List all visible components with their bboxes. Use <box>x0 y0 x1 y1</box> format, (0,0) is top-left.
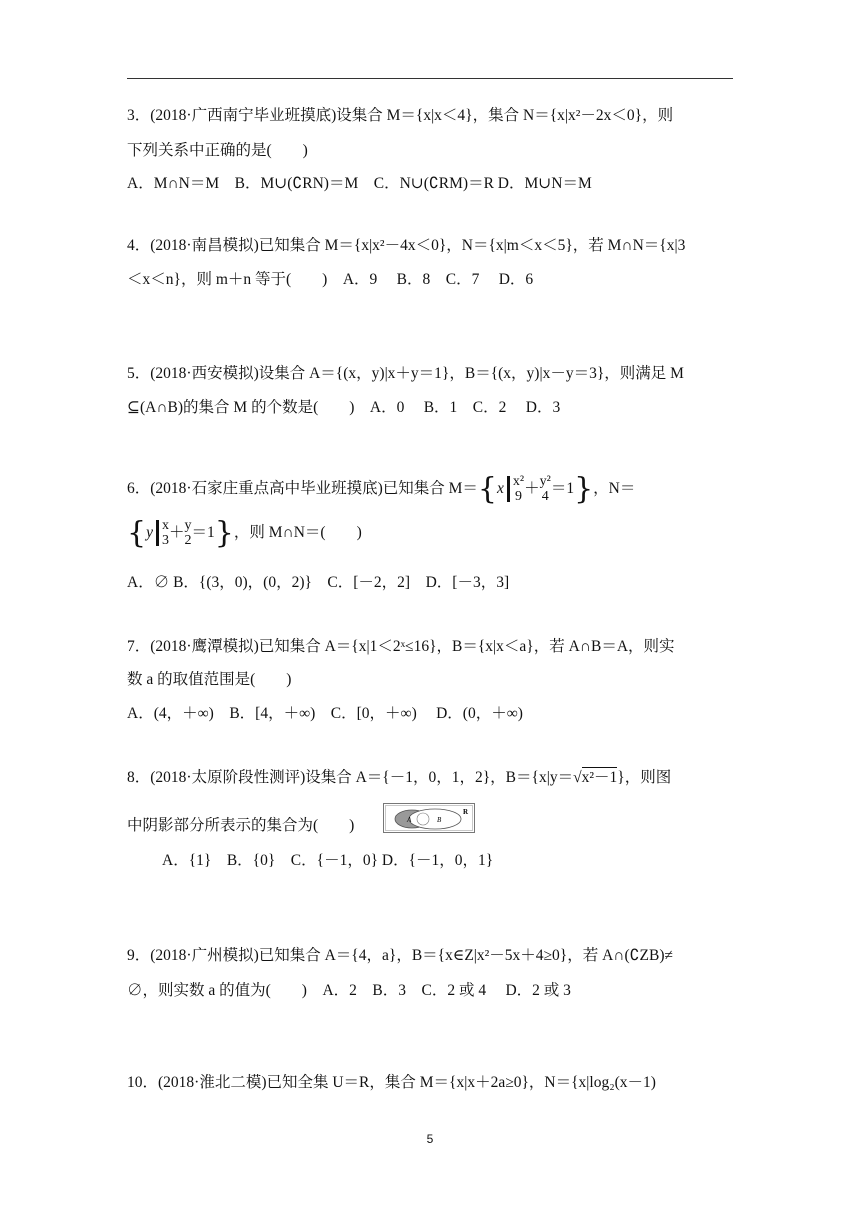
venn-label-r: R <box>463 808 469 816</box>
q8-prefix: 8．(2018·太原阶段性测评)设集合 A＝{－1，0，1，2}，B＝{x|y＝ <box>127 769 574 786</box>
q9-line1: 9．(2018·广州模拟)已知集合 A＝{4，a}，B＝{x∈Z|x²－5x＋4≥0}，若 A∩(∁ZB)≠ <box>127 947 673 964</box>
q6-set-m-frac2: y² 4 <box>539 474 551 505</box>
q6-options: A．∅ B．{(3，0)，(0，2)} C．[－2，2] D．[－3，3] <box>127 574 510 591</box>
header-rule <box>127 78 733 79</box>
q6-set-m-eq: ＝1 <box>550 480 575 497</box>
q6-line2 <box>127 516 362 550</box>
q6-line2-suffix: ，则 M∩N＝( ) <box>233 524 362 541</box>
q8-sqrt-sign: √ <box>573 769 582 786</box>
q6-set-n-open-brace: { <box>127 515 147 551</box>
q3-line2: 下列关系中正确的是( ) <box>127 142 308 159</box>
q4-line2: ＜x＜n}，则 m＋n 等于( ) A．9 B．8 C．7 D．6 <box>127 271 534 288</box>
q9-line2: ∅，则实数 a 的值为( ) A．2 B．3 C．2 或 4 D．2 或 3 <box>127 982 571 999</box>
q6-set-m-bar <box>507 476 510 502</box>
q8-suffix: }，则图 <box>617 769 672 786</box>
venn-label-a: A <box>407 816 412 824</box>
q6-set-n-close-brace: } <box>214 515 234 551</box>
q3-options: A．M∩N＝M B．M∪(∁RN)＝M C．N∪(∁RM)＝R D．M∪N＝M <box>127 175 592 192</box>
venn-diagram-figure <box>383 803 475 833</box>
q6-set-m-open-brace: { <box>477 471 497 507</box>
q6-set-n-bar <box>156 520 159 546</box>
venn-intersection <box>417 813 429 825</box>
q6-set-m-var: x <box>497 480 504 497</box>
venn-label-b: B <box>437 816 442 824</box>
q6-suffix: ，N＝ <box>593 480 636 497</box>
q8-options: A．{1} B．{0} C．{－1，0} D．{－1，0，1} <box>162 852 494 869</box>
q6-set-m-close-brace: } <box>574 471 594 507</box>
q3-line1: 3．(2018·广西南宁毕业班摸底)设集合 M＝{x|x＜4}，集合 N＝{x|x²－2x＜0}，则 <box>127 107 674 124</box>
q7-options: A．(4，＋∞) B．[4，＋∞) C．[0，＋∞) D．(0，＋∞) <box>127 705 523 722</box>
q8-sqrt-content: x²－1 <box>581 769 618 786</box>
q6-prefix: 6．(2018·石家庄重点高中毕业班摸底)已知集合 M＝ <box>127 480 478 497</box>
q6-set-n-frac2: y 2 <box>184 518 192 549</box>
page-number: 5 <box>426 1132 434 1146</box>
q7-line2: 数 a 的取值范围是( ) <box>127 671 292 688</box>
q6-set-m-frac1: x² 9 <box>512 474 525 505</box>
q8-line1 <box>127 768 671 788</box>
q6-set-n-var: y <box>146 524 153 541</box>
q5-line2: ⊆(A∩B)的集合 M 的个数是( ) A．0 B．1 C．2 D．3 <box>127 399 561 416</box>
q6-set-n-eq: ＝1 <box>191 524 215 541</box>
q10-line1: 10．(2018·淮北二模)已知全集 U＝R，集合 M＝{x|x＋2a≥0}，N＝{x|log₂(x－1) <box>127 1074 656 1091</box>
q5-line1: 5．(2018·西安模拟)设集合 A＝{(x，y)|x＋y＝1}，B＝{(x，y)|x－y＝3}，则满足 M <box>127 365 684 382</box>
q6-set-n-plus: ＋ <box>168 524 185 541</box>
q8-line2: 中阴影部分所表示的集合为( ) <box>127 817 355 834</box>
q6-set-n-frac1: x 3 <box>161 518 169 549</box>
q7-line1: 7．(2018·鹰潭模拟)已知集合 A＝{x|1＜2ˣ≤16}，B＝{x|x＜a}，若 A∩B＝A，则实 <box>127 638 675 655</box>
q6-line1 <box>127 472 635 506</box>
q4-line1: 4．(2018·南昌模拟)已知集合 M＝{x|x²－4x＜0}，N＝{x|m＜x＜5}，若 M∩N＝{x|3 <box>127 237 686 254</box>
q6-set-m-plus: ＋ <box>524 480 540 497</box>
